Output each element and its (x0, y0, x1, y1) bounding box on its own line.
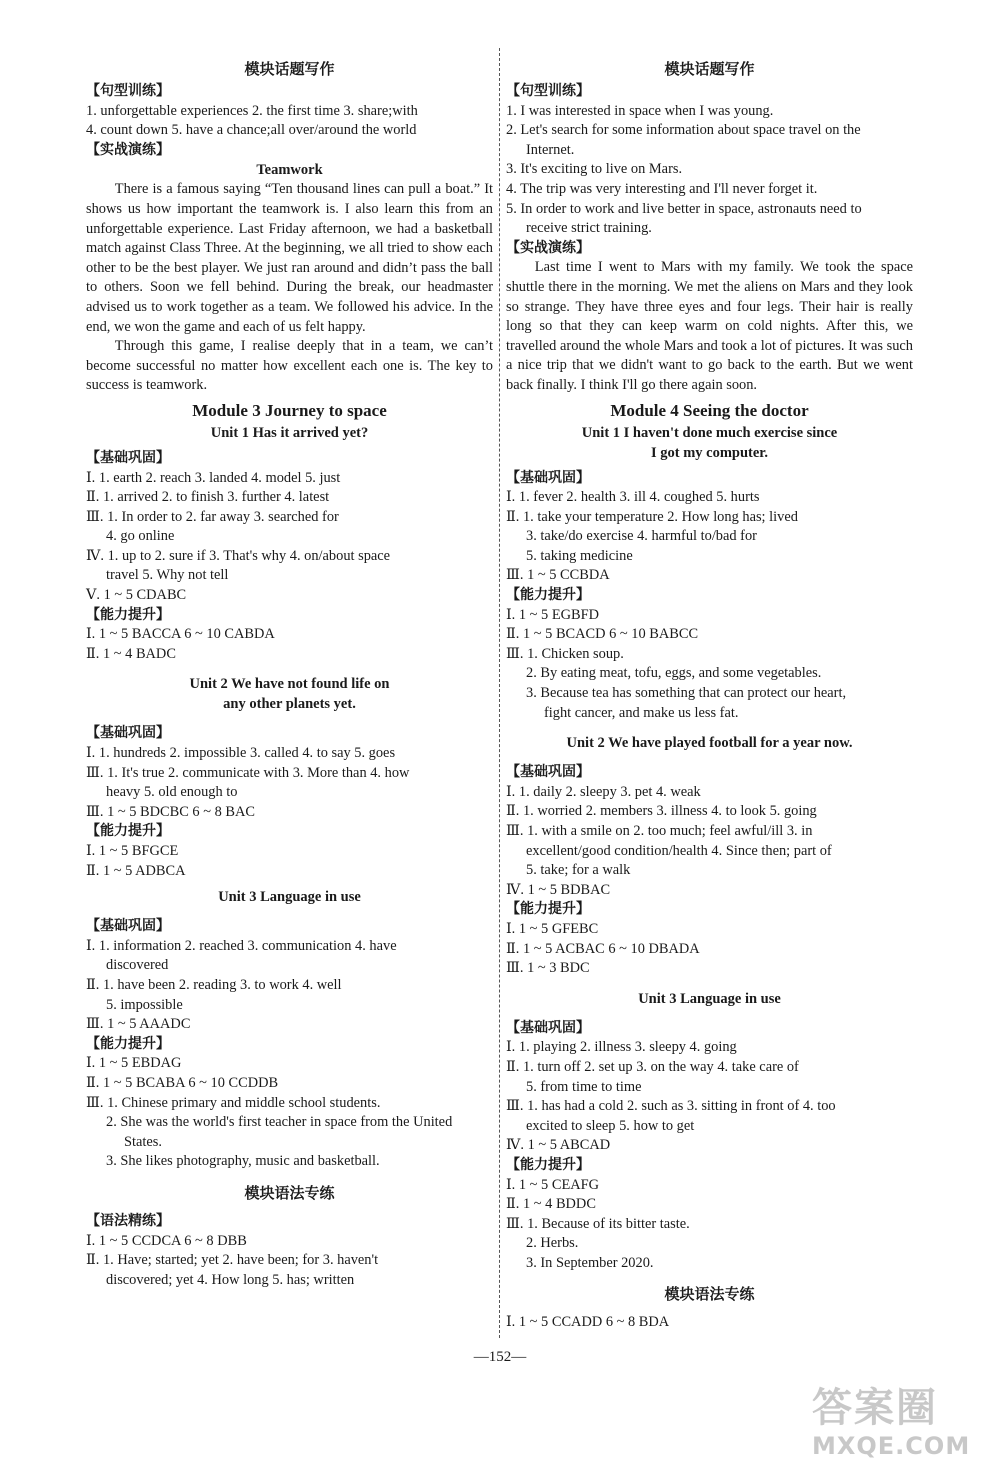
answer-line: excellent/good condition/health 4. Since then; part of (526, 842, 832, 859)
answer-line: Ⅱ. 1. have been 2. reading 3. to work 4. well (86, 976, 342, 993)
answer-line: discovered (106, 957, 169, 974)
answer-line: Ⅱ. 1. Have; started; yet 2. have been; for 3. haven't (86, 1252, 379, 1269)
answer-line: 2. She was the world's first teacher in space from the United (106, 1114, 453, 1131)
sentence-training-tag: 【句型训练】 (86, 83, 170, 99)
answer-line: Ⅱ. 1 ~ 5 ADBCA (86, 862, 186, 879)
module-title: Module 4 Seeing the doctor (610, 400, 809, 420)
answer-line: 5. In order to work and live better in space, astronauts need to (506, 200, 862, 217)
answer-line: Ⅰ. 1 ~ 5 BFGCE (86, 843, 179, 859)
answer-line: Ⅰ. 1. daily 2. sleepy 3. pet 4. weak (506, 783, 701, 800)
section-title: 模块话题写作 (244, 60, 335, 78)
answer-line: Ⅲ. 1. has had a cold 2. such as 3. sitting in front of 4. too (506, 1098, 836, 1115)
sentence-training-tag: 【句型训练】 (506, 83, 590, 99)
answer-line: 5. impossible (106, 996, 183, 1013)
improve-tag: 【能力提升】 (506, 1156, 590, 1173)
answer-line: 2. Let's search for some information about space travel on the (506, 122, 861, 139)
basic-tag: 【基础巩固】 (506, 1019, 590, 1036)
answer-line: excited to sleep 5. how to get (526, 1117, 695, 1134)
answer-line: Ⅰ. 1 ~ 5 GFEBC (506, 920, 599, 937)
watermark-bottom: MXQE.COM (812, 1432, 971, 1460)
watermark-logo (812, 1385, 982, 1467)
essay-paragraph: Through this game, I realise deeply that in a team, we can’t become successful no matter how excellent each one is. The key to success is teamwork. (86, 338, 493, 394)
answer-line: 1. unforgettable experiences 2. the first time 3. share;with (86, 102, 418, 119)
answer-line: Ⅰ. 1. information 2. reached 3. communication 4. have (86, 937, 397, 954)
answer-line: Ⅰ. 1 ~ 5 CEAFG (506, 1176, 600, 1193)
answer-line: Ⅲ. 1 ~ 5 BDCBC 6 ~ 8 BAC (86, 803, 255, 820)
basic-tag: 【基础巩固】 (86, 725, 170, 742)
answer-line: Ⅲ. 1 ~ 3 BDC (506, 960, 590, 977)
answer-line: 3. It's exciting to live on Mars. (506, 161, 683, 178)
answer-line: Ⅰ. 1 ~ 5 BACCA 6 ~ 10 CABDA (86, 626, 275, 643)
answer-line: Ⅱ. 1 ~ 4 BDDC (506, 1196, 596, 1213)
basic-tag: 【基础巩固】 (86, 918, 170, 935)
answer-line: 1. I was interested in space when I was young. (506, 102, 774, 119)
answer-line: Ⅴ. 1 ~ 5 CDABC (86, 587, 187, 604)
module-title: Module 3 Journey to space (192, 400, 387, 420)
grammar-title: 模块语法专练 (244, 1183, 335, 1202)
right-column (506, 58, 913, 1333)
unit-title: Unit 1 I haven't done much exercise since (581, 424, 838, 441)
column-divider (499, 48, 500, 1338)
answer-line: Ⅰ. 1. fever 2. health 3. ill 4. coughed 5. hurts (506, 489, 760, 506)
answer-line: Ⅲ. 1. Chicken soup. (506, 645, 624, 662)
unit-title: any other planets yet. (223, 696, 356, 713)
unit-title: I got my computer. (650, 444, 769, 461)
practice-tag: 【实战演练】 (506, 239, 590, 256)
answer-line: 5. take; for a walk (526, 862, 631, 879)
answer-line: Ⅲ. 1 ~ 5 CCBDA (506, 567, 610, 584)
essay-title: Teamwork (256, 162, 323, 179)
essay-paragraph: Last time I went to Mars with my family. We took the space shuttle there in the morning. We met the aliens on Mars and they look so strange. They have three eyes and four legs. Their hair is really long so that they can keep warm on cold nights. After this, we travelled around the whole Mars and took a lot of pictures. It was such a nice trip that we didn't want to go back to the earth. But we went back finally. I think I'll go there again soon. (506, 259, 913, 393)
answer-line: Ⅰ. 1. earth 2. reach 3. landed 4. model 5. just (86, 469, 341, 486)
answer-line: Ⅲ. 1. with a smile on 2. too much; feel awful/ill 3. in (506, 823, 813, 839)
answer-line: 3. In September 2020. (526, 1254, 654, 1271)
basic-tag: 【基础巩固】 (506, 764, 590, 781)
answer-line: 3. take/do exercise 4. harmful to/bad for (526, 528, 757, 545)
answer-line: Ⅱ. 1. arrived 2. to finish 3. further 4. latest (86, 489, 330, 506)
answer-line: travel 5. Why not tell (106, 567, 229, 584)
answer-line: discovered; yet 4. How long 5. has; written (106, 1271, 355, 1288)
unit-title: Unit 2 We have played football for a year now. (566, 735, 853, 752)
answer-line: Ⅲ. 1. Because of its bitter taste. (506, 1215, 690, 1232)
essay-paragraph: There is a famous saying “Ten thousand lines can pull a boat.” It shows us how important the teamwork is. I also learn this from an unforgettable experience. Last Friday afternoon, we had a basketball match against Class Three. At the beginning, we all tried to show each other to be the best player. We just ran around and didn’t pass the ball to others. Soon we fell behind. During the break, our headmaster advised us to work together as a team. We followed his advice. In the end, we won the game and each of us felt happy. (86, 181, 493, 335)
unit-title: Unit 3 Language in use (218, 889, 361, 906)
answer-line: Ⅲ. 1. Chinese primary and middle school students. (86, 1094, 381, 1111)
answer-line: 2. By eating meat, tofu, eggs, and some vegetables. (526, 665, 822, 682)
improve-tag: 【能力提升】 (506, 901, 590, 918)
answer-line: Ⅰ. 1 ~ 5 CCADD 6 ~ 8 BDA (506, 1314, 670, 1331)
answer-line: 4. go online (106, 528, 175, 545)
answer-line: heavy 5. old enough to (106, 784, 238, 801)
answer-line: Ⅳ. 1. up to 2. sure if 3. That's why 4. on/about space (86, 547, 391, 564)
answer-line: Ⅱ. 1. worried 2. members 3. illness 4. to look 5. going (506, 803, 817, 820)
answer-line: Ⅱ. 1 ~ 4 BADC (86, 645, 176, 662)
answer-line: 3. Because tea has something that can protect our heart, (526, 685, 847, 702)
answer-line: 2. Herbs. (526, 1235, 579, 1252)
answer-line: Ⅱ. 1 ~ 5 ACBAC 6 ~ 10 DBADA (506, 940, 700, 957)
answer-line: Ⅱ. 1. take your temperature 2. How long has; lived (506, 508, 798, 525)
section-title: 模块话题写作 (664, 60, 755, 78)
improve-tag: 【能力提升】 (86, 823, 170, 840)
unit-title: Unit 2 We have not found life on (189, 676, 390, 693)
practice-tag: 【实战演练】 (86, 141, 170, 158)
answer-line: Ⅰ. 1. playing 2. illness 3. sleepy 4. going (506, 1039, 737, 1056)
unit-title: Unit 1 Has it arrived yet? (210, 424, 369, 441)
improve-tag: 【能力提升】 (86, 606, 170, 623)
answer-line: Internet. (526, 141, 575, 158)
answer-line: 4. The trip was very interesting and I'll never forget it. (506, 180, 818, 197)
watermark-top: 答案圈 (812, 1385, 938, 1431)
answer-line: States. (124, 1133, 162, 1150)
improve-tag: 【能力提升】 (86, 1035, 170, 1052)
answer-line: Ⅱ. 1 ~ 5 BCACD 6 ~ 10 BABCC (506, 626, 699, 643)
answer-line: Ⅲ. 1. In order to 2. far away 3. searched for (86, 508, 339, 525)
answer-line: receive strict training. (526, 220, 652, 237)
basic-tag: 【基础巩固】 (506, 469, 590, 486)
answer-line: 5. from time to time (526, 1078, 642, 1095)
answer-line: fight cancer, and make us less fat. (544, 704, 739, 721)
answer-line: Ⅱ. 1 ~ 5 BCABA 6 ~ 10 CCDDB (86, 1074, 279, 1091)
answer-line: Ⅰ. 1 ~ 5 CCDCA 6 ~ 8 DBB (86, 1232, 247, 1249)
answer-line: Ⅱ. 1. turn off 2. set up 3. on the way 4. take care of (506, 1058, 799, 1075)
answer-line: Ⅲ. 1 ~ 5 AAADC (86, 1016, 191, 1033)
answer-line: Ⅰ. 1 ~ 5 EGBFD (506, 606, 600, 623)
left-column (86, 58, 493, 1290)
unit-title: Unit 3 Language in use (638, 990, 781, 1007)
answer-line: Ⅰ. 1 ~ 5 EBDAG (86, 1055, 182, 1072)
answer-line: 4. count down 5. have a chance;all over/around the world (86, 122, 417, 139)
improve-tag: 【能力提升】 (506, 587, 590, 604)
basic-tag: 【基础巩固】 (86, 449, 170, 466)
answer-line: 5. taking medicine (526, 547, 633, 564)
answer-line: Ⅳ. 1 ~ 5 ABCAD (506, 1137, 611, 1154)
answer-line: Ⅰ. 1. hundreds 2. impossible 3. called 4. to say 5. goes (86, 745, 396, 762)
grammar-tag: 【语法精练】 (86, 1212, 170, 1229)
answer-line: Ⅲ. 1. It's true 2. communicate with 3. More than 4. how (86, 764, 410, 781)
answer-line: Ⅳ. 1 ~ 5 BDBAC (506, 881, 611, 898)
answer-line: 3. She likes photography, music and basketball. (106, 1153, 380, 1170)
grammar-title: 模块语法专练 (664, 1285, 755, 1304)
page-number: —152— (473, 1349, 527, 1365)
